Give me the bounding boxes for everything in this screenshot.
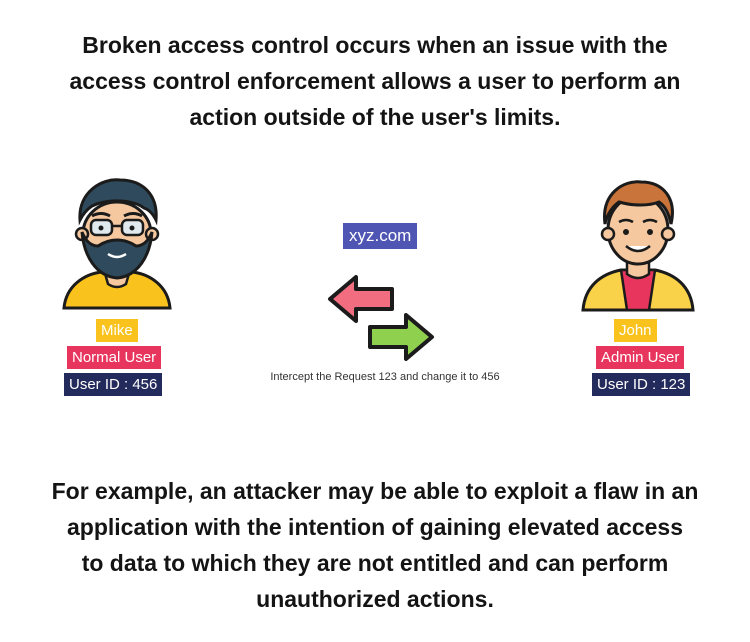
intro-heading-line: Broken access control occurs when an issue with the	[82, 32, 668, 58]
attacker-name-tag: Mike	[96, 319, 138, 342]
attacker-role-tag: Normal User	[67, 346, 161, 369]
young-man-jacket-icon	[579, 176, 697, 314]
example-line: For example, an attacker may be able to exploit a flaw in an	[51, 478, 699, 504]
bearded-man-glasses-icon	[58, 176, 176, 314]
example-line: to data to which they are not entitled and can perform	[81, 550, 669, 576]
intro-heading	[20, 27, 730, 135]
example-line: unauthorized actions.	[256, 586, 494, 612]
site-badge: xyz.com	[343, 223, 417, 249]
example-line: application with the intention of gaining elevated access	[67, 514, 683, 540]
diagram-caption: Intercept the Request 123 and change it to 456	[270, 371, 500, 383]
attacker-id-tag: User ID : 456	[64, 373, 162, 396]
example-paragraph	[20, 473, 730, 617]
swap-arrows-icon	[326, 273, 436, 363]
victim-name-tag: John	[614, 319, 657, 342]
victim-role-tag: Admin User	[596, 346, 684, 369]
victim-id-tag: User ID : 123	[592, 373, 690, 396]
intro-heading-line: action outside of the user's limits.	[189, 104, 561, 130]
intro-heading-line: access control enforcement allows a user to perform an	[69, 68, 681, 94]
